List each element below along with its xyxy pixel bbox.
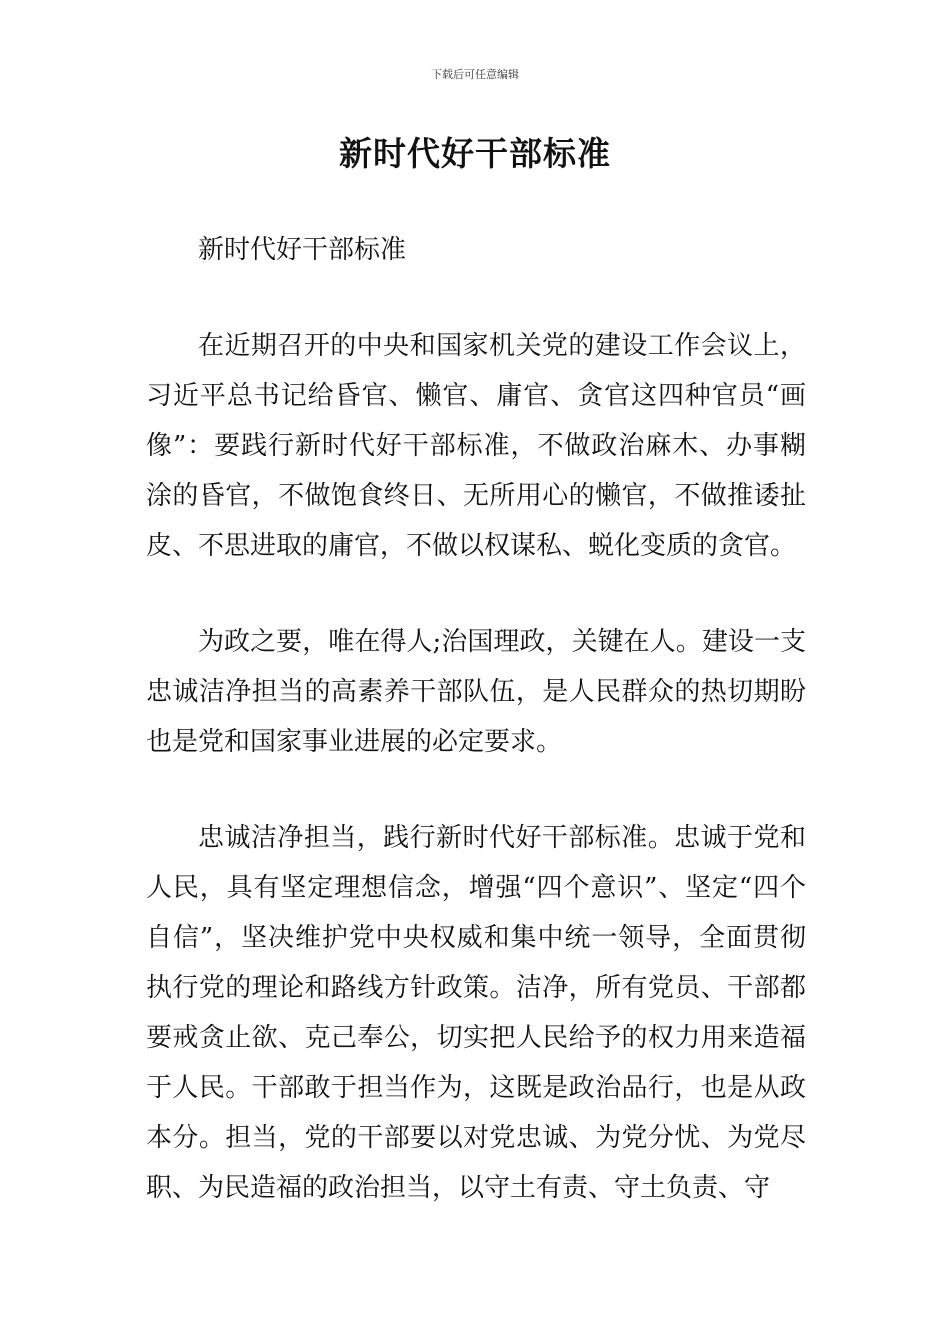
document-title: 新时代好干部标准 — [339, 134, 611, 173]
paragraph-2: 为政之要，唯在得人;治国理政，关键在人。建设一支忠诚洁净担当的高素养干部队伍，是人民群众的热切期盼也是党和国家事业进展的必定要求。 — [146, 627, 806, 757]
header-note: 下载后可任意编辑 — [431, 68, 519, 81]
paragraph-3: 忠诚洁净担当，践行新时代好干部标准。忠诚于党和人民，具有坚定理想信念，增强“四个意识”、坚定“四个自信”，坚决维护党中央权威和集中统一领导，全面贯彻执行党的理论和路线方针政策。洁净，所有党员、干部都要戒贪止欲、克己奉公，切实把人民给予的权力用来造福于人民。干部敢于担当作为，这既是政治品行，也是从政本分。担当，党的干部要以对党忠诚、为党分忧、为党尽职、为民造福的政治担当，以守土有责、守土负责、守 — [146, 823, 806, 1203]
document-body — [146, 225, 806, 1213]
body-subtitle: 新时代好干部标准 — [198, 235, 407, 265]
paragraph-1: 在近期召开的中央和国家机关党的建设工作会议上，习近平总书记给昏官、懒官、庸官、贪官这四种官员“画像”：要践行新时代好干部标准，不做政治麻木、办事糊涂的昏官，不做饱食终日、无所用心的懒官，不做推诿扯皮、不思进取的庸官，不做以权谋私、蜕化变质的贪官。 — [146, 331, 806, 561]
